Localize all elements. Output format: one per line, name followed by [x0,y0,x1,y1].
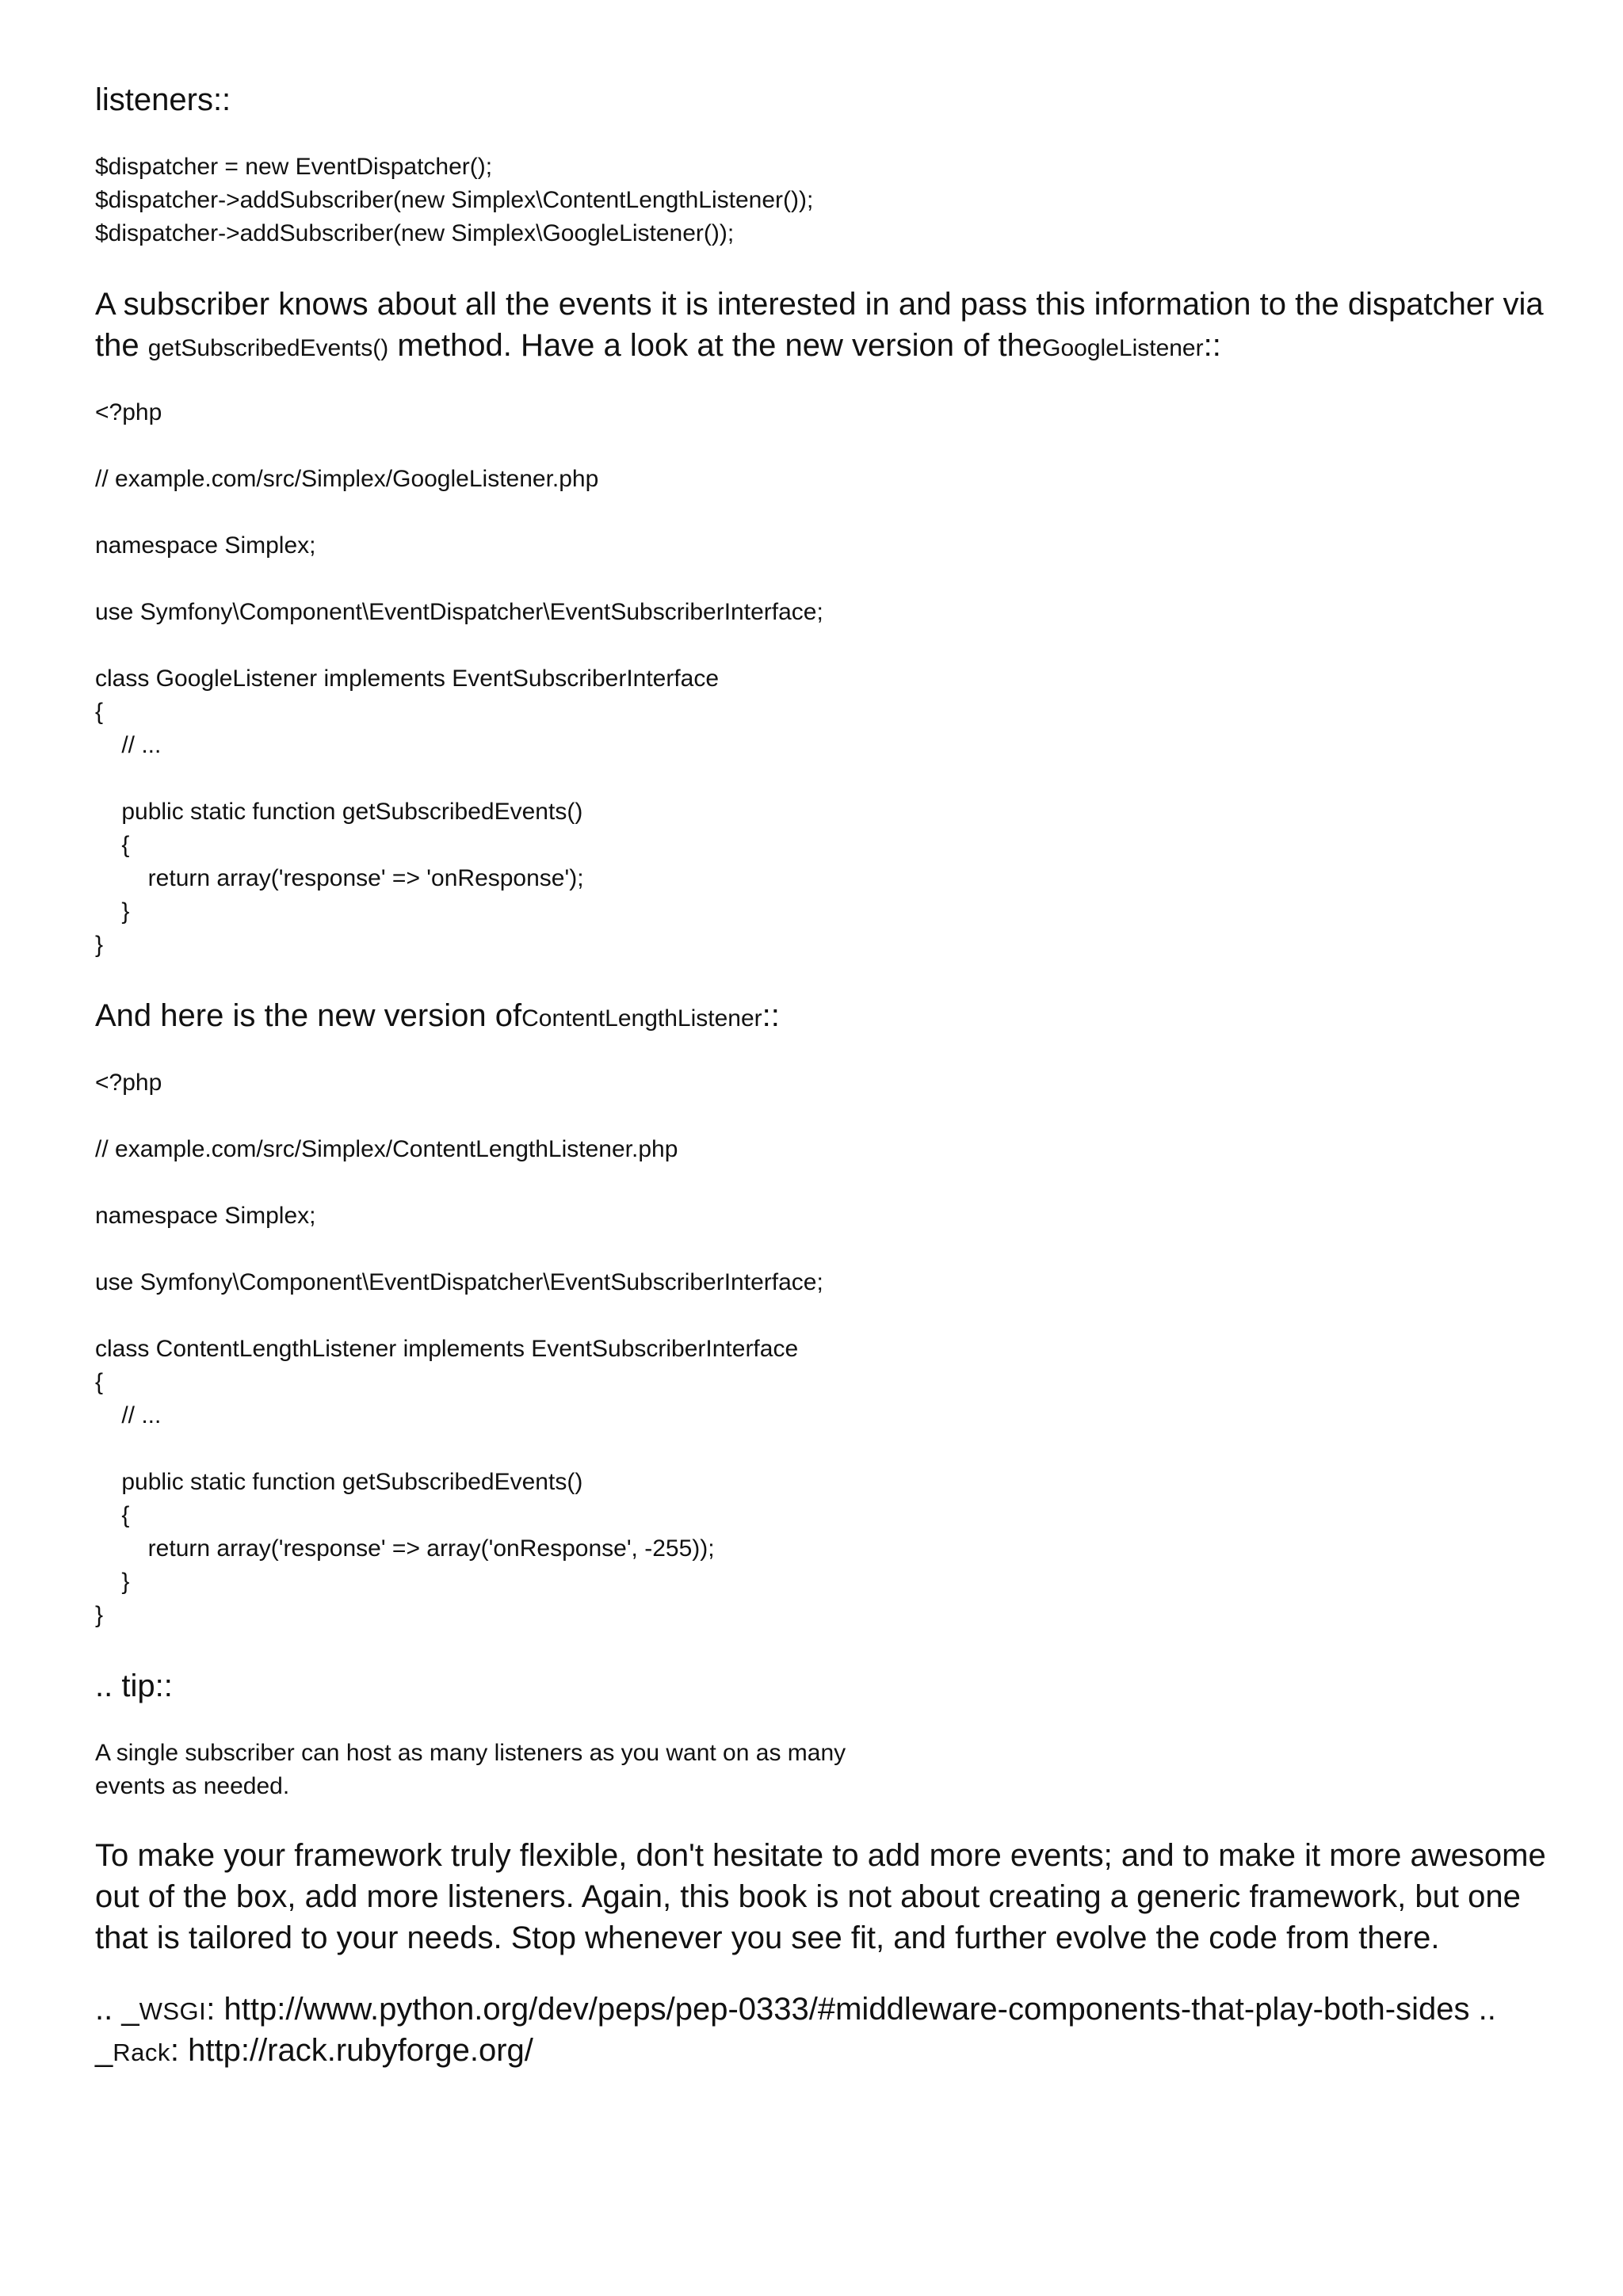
code-line: namespace Simplex; [95,1203,316,1229]
link-label: WSGI [139,1997,207,2025]
paragraph-line: out of the box, add more listeners. Again, this book is not about creating a generic framework, but one [95,1879,1521,1914]
paragraph-line: A subscriber knows about all the events it is interested in and pass this information to the dispatcher via [95,287,1544,322]
document-page [95,0,1545,2296]
paragraph-content-length [95,995,780,1039]
code-line: return array('response' => array('onResponse', -255)); [95,1535,715,1562]
text-span: .. _ [95,1992,139,2027]
inline-code: GoogleListener [1042,335,1204,361]
link-url[interactable]: : http://rack.rubyforge.org/ [170,2033,533,2068]
code-line: } [95,1602,104,1628]
code-line: namespace Simplex; [95,532,316,559]
link-url[interactable]: : http://www.python.org/dev/peps/pep-0333/#middleware-components-that-play-both-sides .. [206,1992,1496,2027]
inline-code: ContentLengthListener [521,1005,762,1032]
code-line: class ContentLengthListener implements EventSubscriberInterface [95,1336,799,1362]
text-span: _ [95,2033,113,2068]
code-line: public static function getSubscribedEvents() [95,799,583,825]
code-line: } [95,932,104,958]
code-line: use Symfony\Component\EventDispatcher\EventSubscriberInterface; [95,599,823,625]
paragraph-line: that is tailored to your needs. Stop whenever you see fit, and further evolve the code from there. [95,1920,1440,1955]
code-line: // example.com/src/Simplex/GoogleListener.php [95,466,599,492]
tip-heading: .. tip:: [95,1669,173,1703]
link-target-wsgi [95,1989,1496,2032]
text-span: method. Have a look at the new version of the [388,328,1043,363]
text-span: :: [762,998,780,1033]
code-line: return array('response' => 'onResponse'); [95,865,584,891]
code-line: public static function getSubscribedEvents() [95,1469,583,1495]
code-line: <?php [95,1070,162,1096]
text-span: And here is the new version of [95,998,522,1033]
code-line: $dispatcher->addSubscriber(new Simplex\ContentLengthListener()); [95,187,814,213]
code-line: <?php [95,399,162,425]
inline-code: getSubscribedEvents() [147,335,389,361]
code-line: { [95,1369,104,1395]
heading-listeners: listeners:: [95,82,231,117]
link-target-rack [95,2030,533,2073]
tip-line: events as needed. [95,1773,290,1799]
code-line: { [95,699,104,725]
tip-line: A single subscriber can host as many listeners as you want on as many [95,1740,846,1766]
code-line: $dispatcher = new EventDispatcher(); [95,154,493,180]
code-line: // example.com/src/Simplex/ContentLengthListener.php [95,1136,678,1162]
code-line: $dispatcher->addSubscriber(new Simplex\GoogleListener()); [95,220,735,246]
link-label: Rack [113,2039,170,2066]
code-line: } [95,898,130,925]
code-line: { [95,832,130,858]
paragraph-line: To make your framework truly flexible, don't hesitate to add more events; and to make it more awesome [95,1838,1546,1873]
text-span: :: [1203,328,1221,363]
text-span: the [95,328,148,363]
code-line: { [95,1502,130,1528]
code-line: // ... [95,732,162,758]
code-line: class GoogleListener implements EventSubscriberInterface [95,666,720,692]
code-line: } [95,1569,130,1595]
code-line: // ... [95,1402,162,1428]
code-line: use Symfony\Component\EventDispatcher\EventSubscriberInterface; [95,1269,823,1295]
paragraph-line [95,325,1221,369]
